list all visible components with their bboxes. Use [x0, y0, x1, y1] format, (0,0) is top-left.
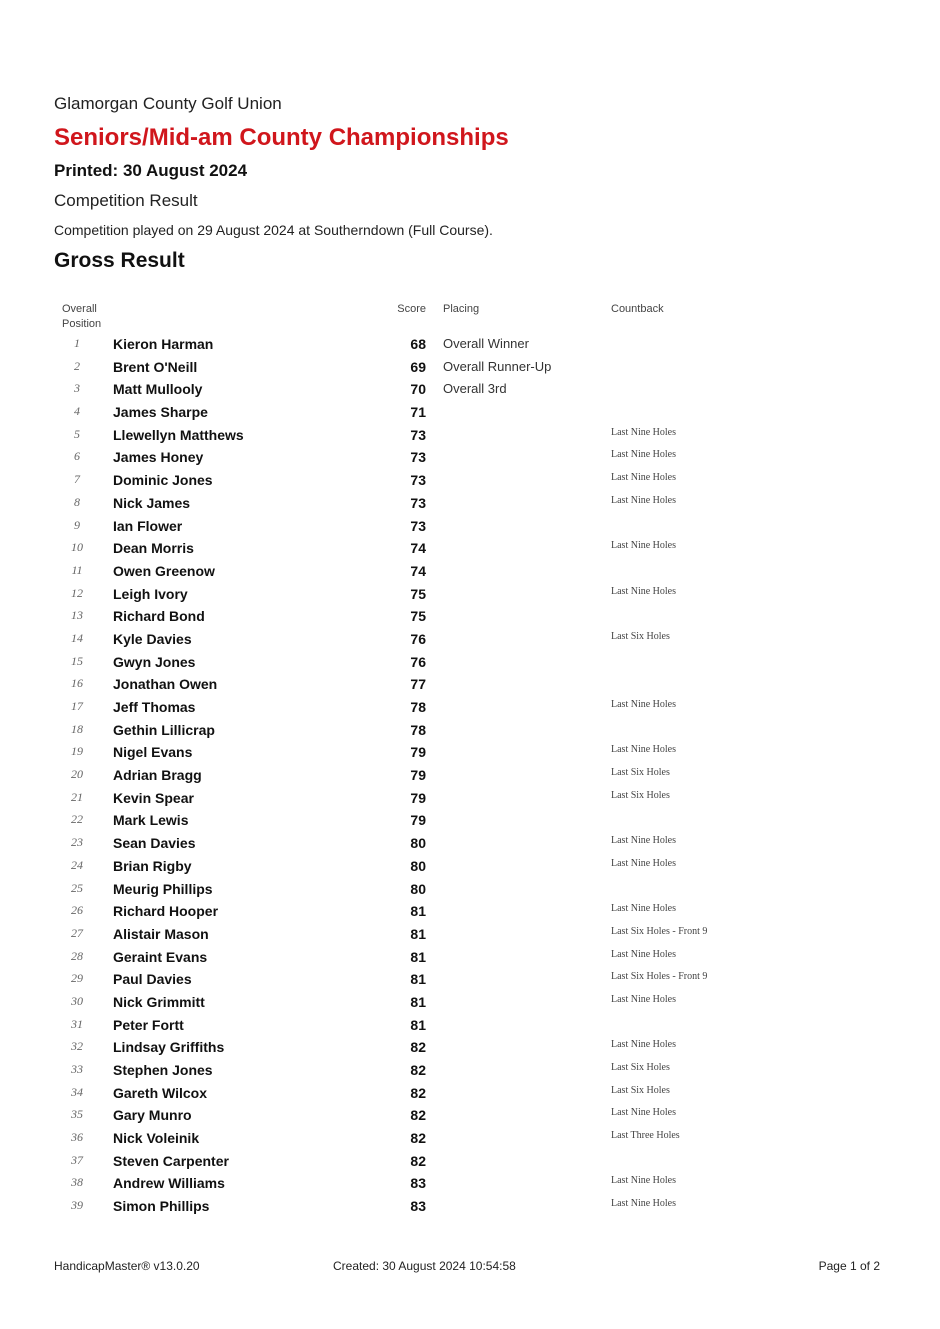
table-row [0, 945, 940, 968]
table-row [0, 672, 940, 695]
score-cell: 78 [410, 699, 426, 715]
table-row [0, 922, 940, 945]
score-cell: 82 [410, 1152, 426, 1169]
position-cell: 11 [71, 562, 83, 577]
player-name: Nick Grimmitt [113, 993, 205, 1010]
placing-cell: Overall Winner [443, 336, 529, 351]
score-cell: 80 [410, 835, 426, 852]
countback-cell: Last Six Holes [611, 1062, 670, 1073]
score-cell: 83 [410, 1198, 426, 1215]
countback-cell: Last Nine Holes [611, 540, 676, 552]
player-name: Steven Carpenter [113, 1152, 229, 1169]
position-cell: 1 [74, 336, 80, 350]
player-name: Alistair Mason [113, 925, 209, 942]
score-cell: 82 [410, 1130, 426, 1147]
position-cell: 36 [71, 1130, 83, 1145]
position-cell: 28 [71, 948, 83, 963]
position-cell: 35 [71, 1107, 83, 1122]
column-header-placing: Placing [443, 303, 480, 315]
player-name: Adrian Bragg [113, 767, 202, 784]
score-cell: 73 [410, 472, 426, 489]
countback-cell: Last Nine Holes [611, 857, 676, 869]
countback-cell: Last Nine Holes [611, 426, 676, 438]
position-cell: 12 [71, 585, 83, 600]
result-subtitle: Competition Result [54, 191, 198, 210]
placing-cell: Overall Runner-Up [443, 358, 552, 374]
countback-cell: Last Six Holes [611, 767, 670, 779]
player-name: Geraint Evans [113, 948, 208, 965]
position-cell: 10 [71, 540, 83, 555]
position-cell: 16 [71, 676, 83, 691]
footer-created: Created: 30 August 2024 10:54:58 [333, 1259, 516, 1273]
table-row [0, 468, 940, 491]
score-cell: 71 [410, 404, 426, 421]
countback-cell: Last Nine Holes [611, 835, 676, 847]
player-name: Brian Rigby [113, 857, 192, 874]
competition-title: Seniors/Mid-am County Championships [54, 124, 509, 151]
player-name: Dean Morris [113, 540, 194, 557]
player-name: Kyle Davies [113, 630, 192, 647]
player-name: Kevin Spear [113, 789, 194, 806]
player-name: Richard Hooper [113, 903, 219, 920]
table-row [0, 491, 940, 514]
score-cell: 82 [410, 1084, 426, 1101]
table-row [0, 604, 940, 627]
player-name: Leigh Ivory [113, 585, 188, 602]
table-row [0, 559, 940, 582]
player-name: Kieron Harman [113, 336, 214, 352]
score-cell: 82 [410, 1062, 426, 1078]
position-cell: 18 [71, 721, 83, 736]
player-name: James Honey [113, 449, 204, 466]
results-table [0, 332, 940, 1217]
table-row [0, 536, 940, 559]
position-cell: 26 [71, 903, 83, 918]
score-cell: 79 [410, 812, 426, 829]
score-cell: 73 [410, 426, 426, 443]
score-cell: 70 [410, 381, 426, 398]
player-name: Simon Phillips [113, 1198, 210, 1215]
table-row [0, 445, 940, 468]
position-cell: 3 [74, 381, 80, 396]
position-cell: 25 [71, 880, 83, 895]
column-header-score: Score [397, 303, 426, 315]
score-cell: 81 [410, 993, 426, 1010]
score-cell: 80 [410, 880, 426, 897]
table-row [0, 1126, 940, 1149]
score-cell: 74 [410, 540, 426, 557]
position-cell: 29 [71, 971, 83, 986]
column-header-position [62, 302, 106, 332]
position-cell: 38 [71, 1175, 83, 1190]
player-name: Gary Munro [113, 1107, 192, 1124]
countback-cell: Last Nine Holes [611, 449, 676, 461]
position-cell: 14 [71, 630, 83, 645]
countback-cell: Last Nine Holes [611, 1107, 676, 1119]
table-row [0, 400, 940, 423]
player-name: Dominic Jones [113, 472, 213, 489]
player-name: Gareth Wilcox [113, 1084, 208, 1101]
printed-date: Printed: 30 August 2024 [54, 161, 248, 180]
countback-cell: Last Nine Holes [611, 993, 676, 1005]
table-row [0, 740, 940, 763]
score-cell: 75 [410, 585, 426, 602]
countback-cell: Last Nine Holes [611, 1039, 676, 1051]
position-cell: 31 [71, 1016, 83, 1031]
player-name: Nick James [113, 494, 191, 511]
countback-cell: Last Six Holes [611, 1084, 670, 1096]
player-name: Llewellyn Matthews [113, 426, 244, 443]
player-name: Peter Fortt [113, 1016, 184, 1033]
column-header-position-line2: Position [62, 318, 102, 330]
countback-cell: Last Six Holes [611, 630, 670, 642]
score-cell: 76 [410, 653, 426, 670]
table-row [0, 377, 940, 400]
player-name: Jeff Thomas [113, 699, 196, 715]
player-name: Gethin Lillicrap [113, 721, 215, 738]
score-cell: 76 [410, 630, 426, 647]
player-name: Jonathan Owen [113, 676, 218, 693]
table-row [0, 1035, 940, 1058]
table-row [0, 763, 940, 786]
position-cell: 39 [71, 1198, 83, 1213]
countback-cell: Last Nine Holes [611, 903, 676, 915]
organisation-name: Glamorgan County Golf Union [54, 94, 282, 113]
table-row [0, 1194, 940, 1217]
table-row [0, 854, 940, 877]
score-cell: 81 [410, 903, 426, 920]
table-row [0, 627, 940, 650]
score-cell: 73 [410, 517, 426, 534]
table-row [0, 355, 940, 378]
position-cell: 30 [71, 993, 83, 1008]
position-cell: 33 [71, 1062, 83, 1076]
position-cell: 5 [74, 426, 80, 441]
position-cell: 15 [71, 653, 83, 668]
position-cell: 9 [74, 517, 80, 532]
score-cell: 75 [410, 608, 426, 625]
score-cell: 77 [410, 676, 426, 693]
player-name: Mark Lewis [113, 812, 189, 829]
player-name: Matt Mullooly [113, 381, 203, 398]
countback-cell: Last Six Holes [611, 789, 670, 801]
countback-cell: Last Nine Holes [611, 1198, 676, 1210]
countback-cell: Last Nine Holes [611, 585, 676, 597]
countback-cell: Last Nine Holes [611, 948, 676, 960]
placing-cell: Overall 3rd [443, 381, 507, 397]
position-cell: 7 [74, 472, 80, 487]
score-cell: 82 [410, 1107, 426, 1124]
table-row [0, 967, 940, 990]
score-cell: 80 [410, 857, 426, 874]
position-cell: 8 [74, 494, 80, 509]
table-row [0, 332, 940, 355]
position-cell: 32 [71, 1039, 83, 1054]
table-row [0, 1171, 940, 1194]
countback-cell: Last Six Holes - Front 9 [611, 971, 708, 983]
player-name: Gwyn Jones [113, 653, 196, 670]
player-name: Sean Davies [113, 835, 196, 852]
score-cell: 73 [410, 449, 426, 466]
column-header-position-line1: Overall [62, 303, 97, 315]
table-row [0, 1149, 940, 1172]
player-name: Meurig Phillips [113, 880, 213, 897]
score-cell: 82 [410, 1039, 426, 1056]
score-cell: 79 [410, 767, 426, 784]
countback-cell: Last Nine Holes [611, 472, 676, 484]
countback-cell: Last Three Holes [611, 1130, 680, 1142]
played-info: Competition played on 29 August 2024 at Southerndown (Full Course). [54, 222, 493, 238]
table-row [0, 1103, 940, 1126]
table-row [0, 831, 940, 854]
countback-cell: Last Six Holes - Front 9 [611, 925, 708, 937]
score-cell: 81 [410, 948, 426, 965]
table-row [0, 899, 940, 922]
position-cell: 23 [71, 835, 83, 850]
position-cell: 37 [71, 1152, 83, 1167]
player-name: Nigel Evans [113, 744, 193, 761]
position-cell: 6 [74, 449, 80, 464]
player-name: James Sharpe [113, 404, 208, 421]
countback-cell: Last Nine Holes [611, 699, 676, 710]
table-row [0, 695, 940, 718]
table-row [0, 514, 940, 537]
table-row [0, 1081, 940, 1104]
footer-software: HandicapMaster® v13.0.20 [54, 1259, 200, 1273]
player-name: Stephen Jones [113, 1062, 213, 1078]
player-name: Nick Voleinik [113, 1130, 200, 1147]
score-cell: 83 [410, 1175, 426, 1192]
player-name: Owen Greenow [113, 562, 215, 579]
score-cell: 69 [410, 358, 426, 375]
table-row [0, 990, 940, 1013]
position-cell: 21 [71, 789, 83, 804]
score-cell: 81 [410, 971, 426, 988]
player-name: Ian Flower [113, 517, 183, 534]
score-cell: 73 [410, 494, 426, 511]
score-cell: 68 [410, 336, 426, 352]
table-row [0, 1058, 940, 1081]
column-header-countback: Countback [611, 303, 664, 315]
countback-cell: Last Nine Holes [611, 1175, 676, 1187]
table-row [0, 877, 940, 900]
score-cell: 81 [410, 1016, 426, 1033]
position-cell: 4 [74, 404, 80, 419]
position-cell: 27 [71, 925, 83, 940]
position-cell: 20 [71, 767, 83, 782]
position-cell: 2 [74, 358, 80, 373]
table-row [0, 808, 940, 831]
position-cell: 19 [71, 744, 83, 759]
position-cell: 22 [71, 812, 83, 827]
position-cell: 34 [71, 1084, 83, 1099]
table-row [0, 718, 940, 741]
countback-cell: Last Nine Holes [611, 494, 676, 506]
position-cell: 13 [71, 608, 83, 623]
table-row [0, 650, 940, 673]
score-cell: 78 [410, 721, 426, 738]
position-cell: 24 [71, 857, 83, 872]
position-cell: 17 [71, 699, 83, 713]
player-name: Andrew Williams [113, 1175, 225, 1192]
table-row [0, 1013, 940, 1036]
player-name: Lindsay Griffiths [113, 1039, 225, 1056]
player-name: Paul Davies [113, 971, 192, 988]
player-name: Richard Bond [113, 608, 205, 625]
score-cell: 74 [410, 562, 426, 579]
table-row [0, 786, 940, 809]
countback-cell: Last Nine Holes [611, 744, 676, 756]
table-row [0, 582, 940, 605]
score-cell: 81 [410, 925, 426, 942]
section-heading: Gross Result [54, 249, 185, 272]
footer-page-number: Page 1 of 2 [818, 1259, 880, 1273]
score-cell: 79 [410, 789, 426, 806]
table-row [0, 423, 940, 446]
player-name: Brent O'Neill [113, 358, 198, 375]
score-cell: 79 [410, 744, 426, 761]
